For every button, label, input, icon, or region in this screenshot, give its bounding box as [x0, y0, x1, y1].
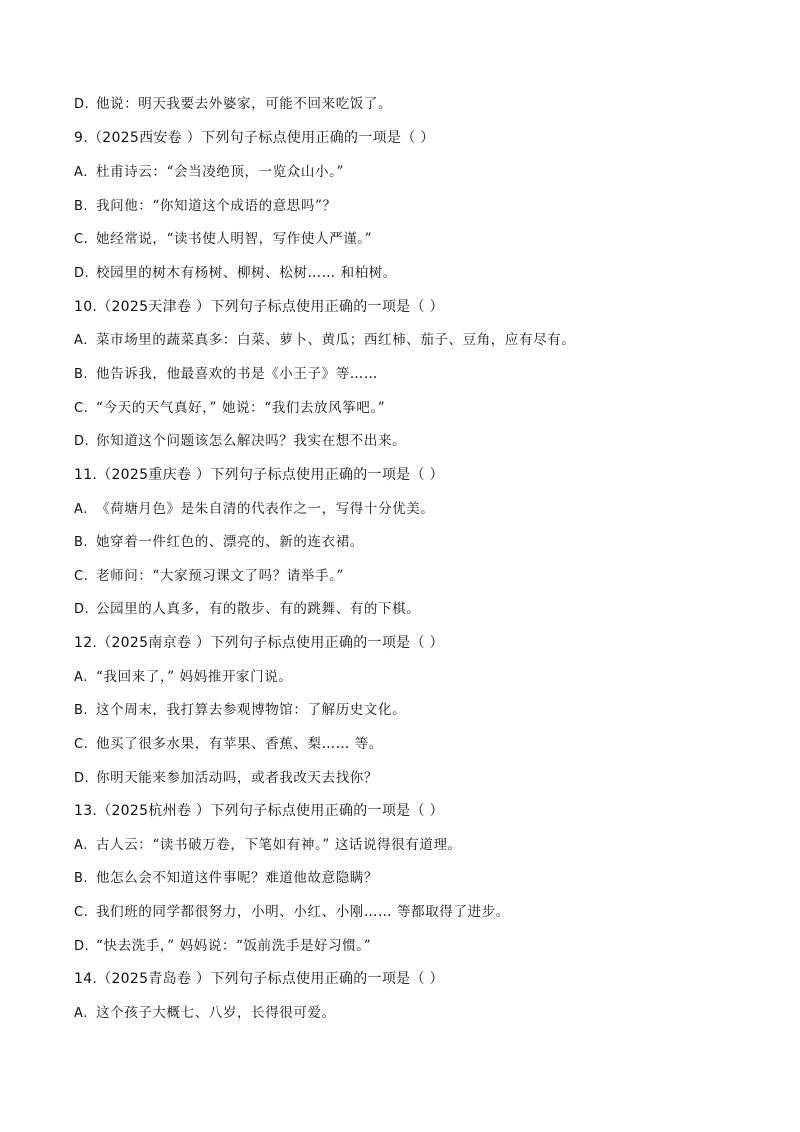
question-14: 14.（2025青岛卷 ）下列句子标点使用正确的一项是（ ） [74, 971, 444, 987]
q12-option-b [74, 700, 406, 721]
option-text: 他怎么会不知道这件事呢？难道他故意隐瞒？ [96, 870, 378, 886]
option-label: D. [74, 266, 90, 281]
option-label: A. [74, 1006, 88, 1021]
option-label: A. [74, 670, 88, 685]
option-label: C. [74, 905, 89, 920]
option-text: 他说：明天我要去外婆家，可能不回来吃饭了。 [96, 96, 393, 112]
option-label: D. [74, 97, 90, 112]
q11-option-c [74, 566, 344, 587]
option-text: 我问他：“你知道这个成语的意思吗”？ [96, 198, 337, 214]
option-label: D. [74, 939, 90, 954]
option-label: A. [74, 333, 88, 348]
q13-option-d [74, 936, 371, 957]
q13-option-a [74, 835, 462, 856]
option-label: C. [74, 232, 89, 247]
option-text: 这个周末，我打算去参观博物馆：了解历史文化。 [96, 702, 407, 718]
q10-option-d [74, 431, 406, 452]
option-text: 古人云：“读书破万卷，下笔如有神。” 这话说得很有道理。 [96, 837, 462, 853]
option-label: C. [74, 569, 89, 584]
option-label: C. [74, 401, 89, 416]
option-text: 这个孩子大概七、八岁，长得很可爱。 [96, 1005, 336, 1021]
question-9: 9.（2025西安卷 ）下列句子标点使用正确的一项是（ ） [74, 130, 435, 146]
option-text: 杜甫诗云：“会当凌绝顶，一览众山小。” [96, 164, 344, 180]
option-label: A. [74, 502, 88, 517]
q9-option-d [74, 263, 397, 284]
option-label: C. [74, 737, 89, 752]
option-text: 校园里的树木有杨树、柳树、松树…… 和柏树。 [96, 265, 397, 281]
q14-option-a [74, 1003, 336, 1024]
q10-option-b [74, 364, 378, 385]
q9-option-c [74, 229, 372, 250]
option-text: “我回来了，” 妈妈推开家门说。 [96, 669, 293, 685]
option-text: 菜市场里的蔬菜真多：白菜、萝卜、黄瓜；西红柿、茄子、豆角，应有尽有。 [96, 332, 576, 348]
option-text: 她经常说，“读书使人明智，写作使人严谨。” [96, 231, 373, 247]
option-label: A. [74, 165, 88, 180]
option-text: 老师问：“大家预习课文了吗？请举手。” [96, 568, 344, 584]
question-10: 10.（2025天津卷 ）下列句子标点使用正确的一项是（ ） [74, 299, 444, 315]
option-label: D. [74, 434, 90, 449]
option-label: B. [74, 703, 89, 718]
option-label: B. [74, 871, 89, 886]
option-label: B. [74, 199, 89, 214]
question-11: 11.（2025重庆卷 ）下列句子标点使用正确的一项是（ ） [74, 467, 444, 483]
q12-option-c [74, 734, 383, 755]
q12-option-d [74, 768, 378, 789]
option-text: 她穿着一件红色的、漂亮的、新的连衣裙。 [96, 534, 364, 550]
option-text: 他告诉我，他最喜欢的书是《小王子》等…… [96, 366, 378, 382]
option-text: 公园里的人真多，有的散步、有的跳舞、有的下棋。 [96, 601, 421, 617]
option-label: B. [74, 367, 89, 382]
option-text: 《荷塘月色》是朱自清的代表作之一，写得十分优美。 [96, 501, 435, 517]
option-label: B. [74, 535, 89, 550]
option-label: D. [74, 602, 90, 617]
option-text: 你明天能来参加活动吗，或者我改天去找你？ [96, 770, 378, 786]
q11-option-b [74, 532, 364, 553]
option-text: 你知道这个问题该怎么解决吗？我实在想不出来。 [96, 433, 407, 449]
q13-option-b [74, 868, 378, 889]
q10-option-a [74, 330, 575, 351]
option-text: “快去洗手，” 妈妈说：“饭前洗手是好习惯。” [96, 938, 372, 954]
question-12: 12.（2025南京卷 ）下列句子标点使用正确的一项是（ ） [74, 635, 444, 651]
q11-option-a [74, 499, 434, 520]
q9-option-b [74, 196, 337, 217]
option-label: A. [74, 838, 88, 853]
option-d-line [74, 94, 392, 115]
q11-option-d [74, 599, 420, 620]
option-text: 他买了很多水果，有苹果、香蕉、梨…… 等。 [96, 736, 383, 752]
option-text: “今天的天气真好，” 她说：“我们去放风筝吧。” [96, 400, 386, 416]
question-13: 13.（2025杭州卷 ）下列句子标点使用正确的一项是（ ） [74, 803, 444, 819]
q9-option-a [74, 162, 344, 183]
q12-option-a [74, 667, 292, 688]
option-text: 我们班的同学都很努力，小明、小红、小刚…… 等都取得了进步。 [96, 904, 510, 920]
option-label: D. [74, 771, 90, 786]
q13-option-c [74, 902, 510, 923]
q10-option-c [74, 398, 385, 419]
